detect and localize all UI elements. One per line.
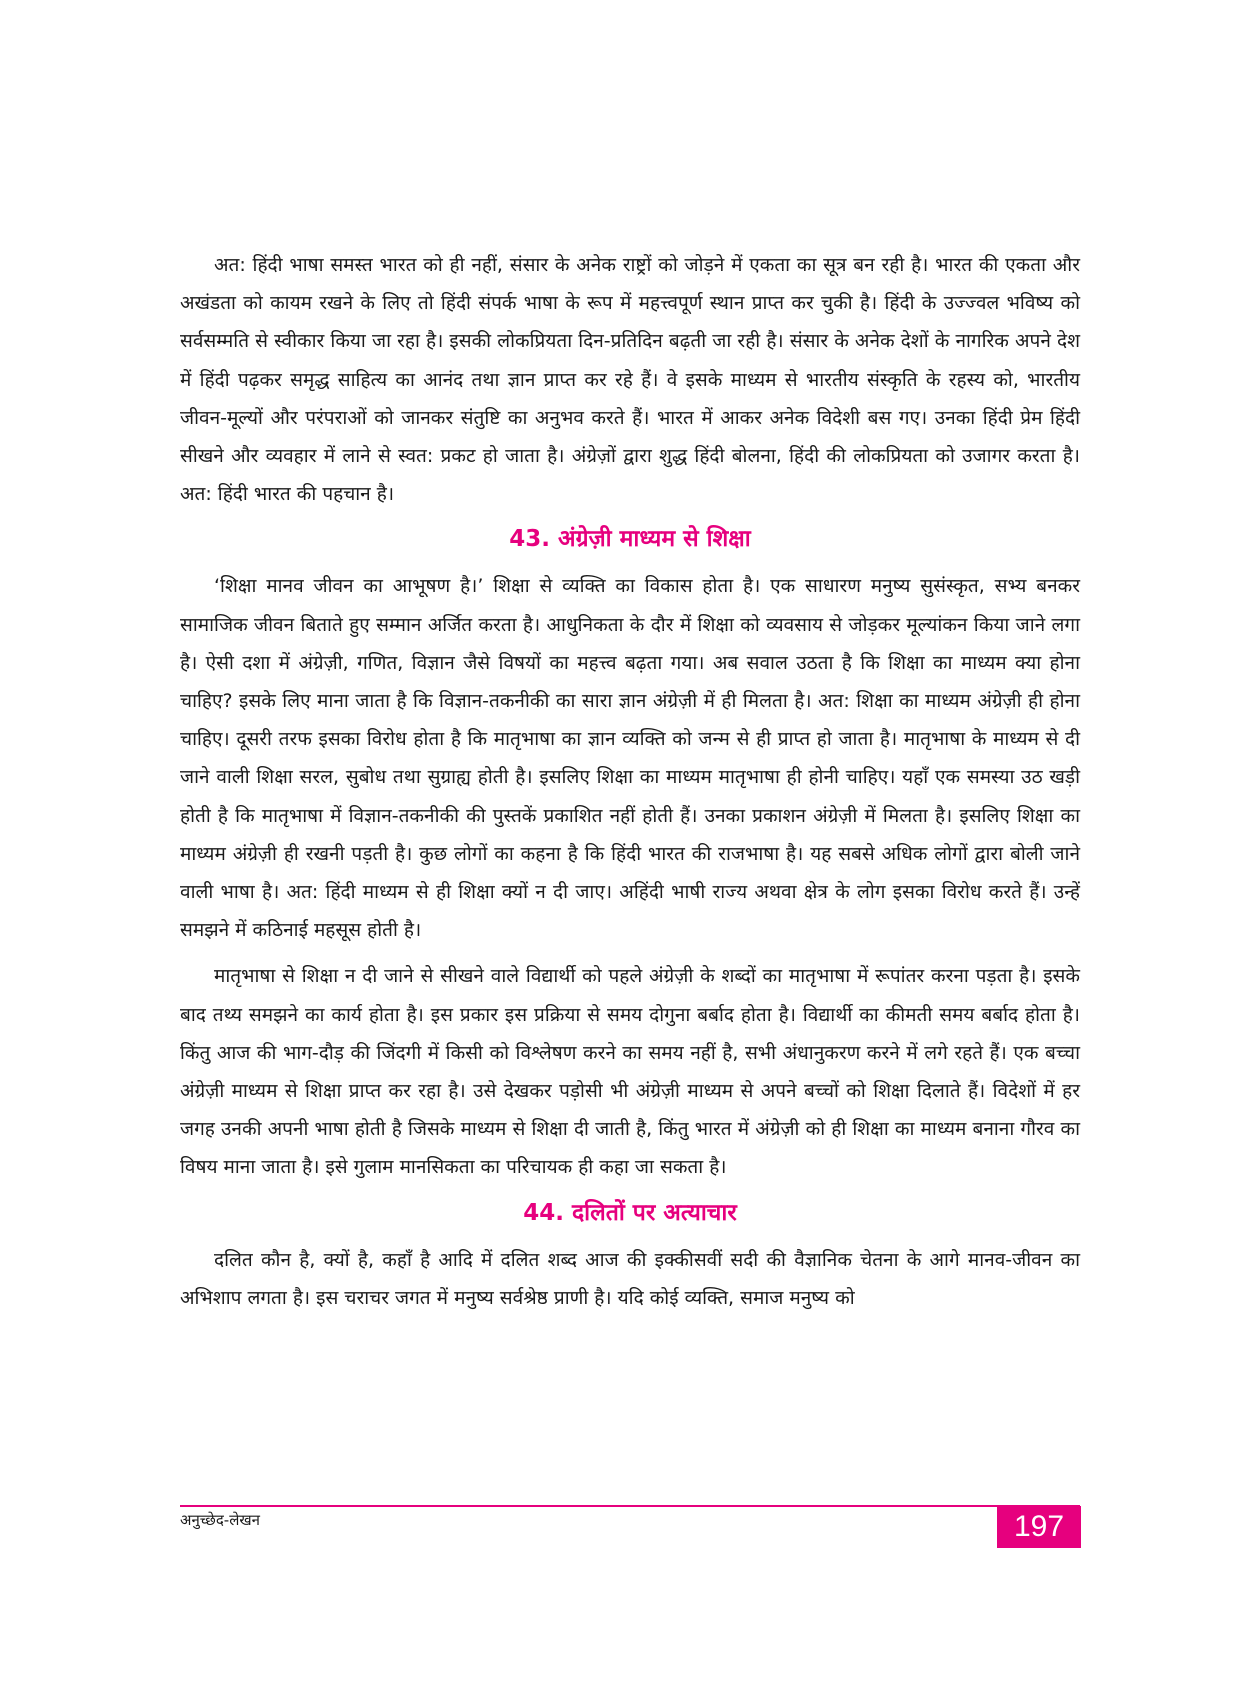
footer-divider	[180, 1505, 1080, 1507]
page-number: 197	[997, 1506, 1081, 1548]
section-43-heading: 43. अंग्रेज़ी माध्यम से शिक्षा	[509, 526, 751, 553]
footer-label: अनुच्छेद-लेखन	[180, 1511, 260, 1529]
section-43-paragraph-2: मातृभाषा से शिक्षा न दी जाने से सीखने वाले विद्यार्थी को पहले अंग्रेज़ी के शब्दों का मातृभाषा में रूपांतर करना पड़ता है। इसके बाद तथ्य समझने का कार्य होता है। इस प्रकार इस प्रक्रिया से समय दोगुना बर्बाद होता है। विद्यार्थी का कीमती समय बर्बाद होता है। किंतु आज की भाग-दौड़ की जिंदगी में किसी को विश्लेषण करने का समय नहीं है, सभी अंधानुकरण करने में लगे रहते हैं। एक बच्चा अंग्रेज़ी माध्यम से शिक्षा प्राप्त कर रहा है। उसे देखकर पड़ोसी भी अंग्रेज़ी माध्यम से अपने बच्चों को शिक्षा दिलाते हैं। विदेशों में हर जगह उनकी अपनी भाषा होती है जिसके माध्यम से शिक्षा दी जाती है, किंतु भारत में अंग्रेज़ी को ही शिक्षा का माध्यम बनाना गौरव का विषय माना जाता है। इसे गुलाम मानसिकता का परिचायक ही कहा जा सकता है।	[180, 965, 1080, 1179]
section-44-heading: 44. दलितों पर अत्याचार	[523, 1199, 737, 1226]
section-44-paragraph-1: दलित कौन है, क्यों है, कहाँ है आदि में दलित शब्द आज की इक्कीसवीं सदी की वैज्ञानिक चेतना के आगे मानव-जीवन का अभिशाप लगता है। इस चराचर जगत में मनुष्य सर्वश्रेष्ठ प्राणी है। यदि कोई व्यक्ति, समाज मनुष्य को	[180, 1248, 1080, 1309]
page-content	[180, 246, 1080, 1317]
intro-paragraph: अत: हिंदी भाषा समस्त भारत को ही नहीं, संसार के अनेक राष्ट्रों को जोड़ने में एकता का सूत्र बन रही है। भारत की एकता और अखंडता को कायम रखने के लिए तो हिंदी संपर्क भाषा के रूप में महत्त्वपूर्ण स्थान प्राप्त कर चुकी है। हिंदी के उज्ज्वल भविष्य को सर्वसम्मति से स्वीकार किया जा रहा है। इसकी लोकप्रियता दिन-प्रतिदिन बढ़ती जा रही है। संसार के अनेक देशों के नागरिक अपने देश में हिंदी पढ़कर समृद्ध साहित्य का आनंद तथा ज्ञान प्राप्त कर रहे हैं। वे इसके माध्यम से भारतीय संस्कृति के रहस्य को, भारतीय जीवन-मूल्यों और परंपराओं को जानकर संतुष्टि का अनुभव करते हैं। भारत में आकर अनेक विदेशी बस गए। उनका हिंदी प्रेम हिंदी सीखने और व्यवहार में लाने से स्वत: प्रकट हो जाता है। अंग्रेज़ों द्वारा शुद्ध हिंदी बोलना, हिंदी की लोकप्रियता को उजागर करता है। अत: हिंदी भारत की पहचान है।	[180, 254, 1080, 506]
section-43-paragraph-1: ‘शिक्षा मानव जीवन का आभूषण है।’ शिक्षा से व्यक्ति का विकास होता है। एक साधारण मनुष्य सुसंस्कृत, सभ्य बनकर सामाजिक जीवन बिताते हुए सम्मान अर्जित करता है। आधुनिकता के दौर में शिक्षा को व्यवसाय से जोड़कर मूल्यांकन किया जाने लगा है। ऐसी दशा में अंग्रेज़ी, गणित, विज्ञान जैसे विषयों का महत्त्व बढ़ता गया। अब सवाल उठता है कि शिक्षा का माध्यम क्या होना चाहिए? इसके लिए माना जाता है कि विज्ञान-तकनीकी का सारा ज्ञान अंग्रेज़ी में ही मिलता है। अत: शिक्षा का माध्यम अंग्रेज़ी ही होना चाहिए। दूसरी तरफ इसका विरोध होता है कि मातृभाषा का ज्ञान व्यक्ति को जन्म से ही प्राप्त हो जाता है। मातृभाषा के माध्यम से दी जाने वाली शिक्षा सरल, सुबोध तथा सुग्राह्य होती है। इसलिए शिक्षा का माध्यम मातृभाषा ही होनी चाहिए। यहाँ एक समस्या उठ खड़ी होती है कि मातृभाषा में विज्ञान-तकनीकी की पुस्तकें प्रकाशित नहीं होती हैं। उनका प्रकाशन अंग्रेज़ी में मिलता है। इसलिए शिक्षा का माध्यम अंग्रेज़ी ही रखनी पड़ती है। कुछ लोगों का कहना है कि हिंदी भारत की राजभाषा है। यह सबसे अधिक लोगों द्वारा बोली जाने वाली भाषा है। अत: हिंदी माध्यम से ही शिक्षा क्यों न दी जाए। अहिंदी भाषी राज्य अथवा क्षेत्र के लोग इसका विरोध करते हैं। उन्हें समझने में कठिनाई महसूस होती है।	[180, 575, 1080, 942]
